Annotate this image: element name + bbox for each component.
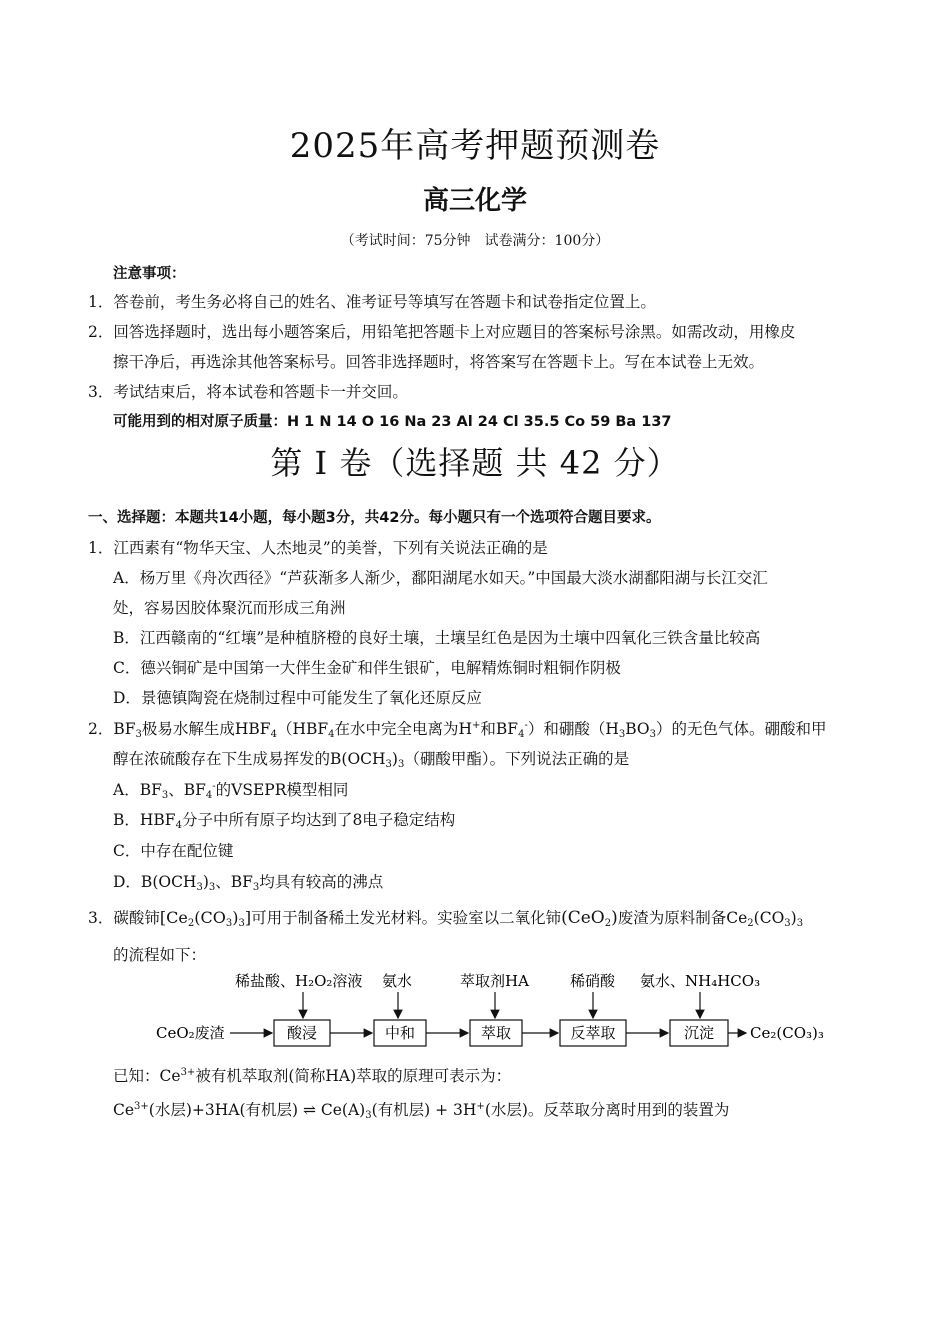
reagent-acid-leach: 稀盐酸、H₂O₂溶液 (235, 972, 363, 990)
section-instructions: 一、选择题：本题共14小题，每小题3分，共42分。每小题只有一个选项符合题目要求。 (88, 510, 661, 526)
reagent-neutralize: 氨水 (382, 972, 413, 990)
q3-known: 已知：$Ce^{3+}$被有机萃取剂(简称HA)萃取的原理可表示为： (113, 1067, 512, 1085)
q1-stem: 1．江西素有“物华天宝、人杰地灵”的美誉，下列有关说法正确的是 (88, 539, 548, 557)
q3-stem-line2: 的流程如下： (113, 946, 207, 964)
reagent-precipitate: 氨水、NH₄HCO₃ (640, 972, 761, 990)
q2-option-c: C．中存在配位键 (113, 842, 234, 860)
section-title: 第 I 卷（选择题 共 42 分） (270, 444, 680, 482)
q3-stem-line1: 3．碳酸铈$[Ce_2(CO_3)_3]$可用于制备稀土发光材料。实验室以二氧化铈(CeO$_2$)废渣为原料制备$Ce_2(CO_3)_3$ (88, 908, 804, 929)
step-label-2: 中和 (384, 1024, 416, 1042)
q2-stem-line2: 醇在浓硫酸存在下生成易挥发的$B(OCH_3)_3$（硼酸甲酯）。下列说法正确的是 (113, 750, 630, 770)
q1-option-d: D．景德镇陶瓷在烧制过程中可能发生了氧化还原反应 (113, 689, 482, 707)
step-label-5: 沉淀 (683, 1024, 715, 1042)
notes-item-2: 2．回答选择题时，选出每小题答案后，用铅笔把答题卡上对应题目的答案标号涂黑。如需改动，用橡皮 (88, 323, 796, 341)
notes-item-1: 1．答卷前，考生务必将自己的姓名、准考证号等填写在答题卡和试卷指定位置上。 (88, 293, 656, 311)
step-label-4: 反萃取 (570, 1024, 616, 1042)
atomic-masses: 可能用到的相对原子质量：H 1 N 14 O 16 Na 23 Al 24 Cl 35.5 Co 59 Ba 137 (113, 414, 672, 430)
step-label-3: 萃取 (480, 1024, 512, 1042)
notes-item-3: 3．考试结束后，将本试卷和答题卡一并交回。 (88, 383, 408, 401)
q1-option-c: C．德兴铜矿是中国第一大伴生金矿和伴生银矿，电解精炼铜时粗铜作阴极 (113, 659, 621, 677)
q1-option-b: B．江西赣南的“红壤”是种植脐橙的良好土壤，土壤呈红色是因为土壤中四氧化三铁含量比较高 (113, 629, 761, 647)
exam-title: 2025年高考押题预测卷 (289, 126, 661, 166)
flow-end: Ce₂(CO₃)₃ (750, 1024, 824, 1042)
notes-item-2-cont: 擦干净后，再选涂其他答案标号。回答非选择题时，将答案写在答题卡上。写在本试卷上无效。 (113, 353, 765, 371)
reagent-back-extract: 稀硝酸 (570, 972, 616, 990)
step-label-1: 酸浸 (286, 1024, 318, 1042)
exam-subtitle: 高三化学 (422, 186, 527, 216)
q1-option-a: A．杨万里《舟次西径》“芦荻渐多人渐少，鄱阳湖尾水如天。”中国最大淡水湖鄱阳湖与长江交汇 (113, 569, 768, 587)
reagent-extract: 萃取剂HA (460, 972, 529, 990)
q2-option-a: A．$BF_3$、$BF_4^-$的VSEPR模型相同 (113, 781, 349, 801)
q2-stem-line1: 2．$BF_3$极易水解生成$HBF_4(HBF_4$在水中完全电离为H+和$BF_4^-$）和硼酸$(H_3BO_3)$的无色气体。硼酸和甲 (88, 720, 827, 740)
q1-option-a-cont: 处，容易因胶体聚沉而形成三角洲 (113, 599, 346, 617)
q3-equation: $Ce^{3+}$(水层)+3HA(有机层) ⇌ $Ce(A)_3$(有机层) + 3H+(水层)。反萃取分离时用到的装置为 (113, 1101, 730, 1121)
q2-option-b: B．$HBF_4$分子中所有原子均达到了8电子稳定结构 (113, 811, 456, 831)
process-flow-diagram (150, 968, 840, 1052)
flow-start: CeO₂废渣 (156, 1024, 225, 1042)
q2-option-d: D．$B(OCH_3)_3$、$BF_3$均具有较高的沸点 (113, 873, 384, 893)
exam-info: （考试时间：75分钟 试卷满分：100分） (340, 233, 610, 249)
notes-heading: 注意事项： (113, 266, 186, 282)
